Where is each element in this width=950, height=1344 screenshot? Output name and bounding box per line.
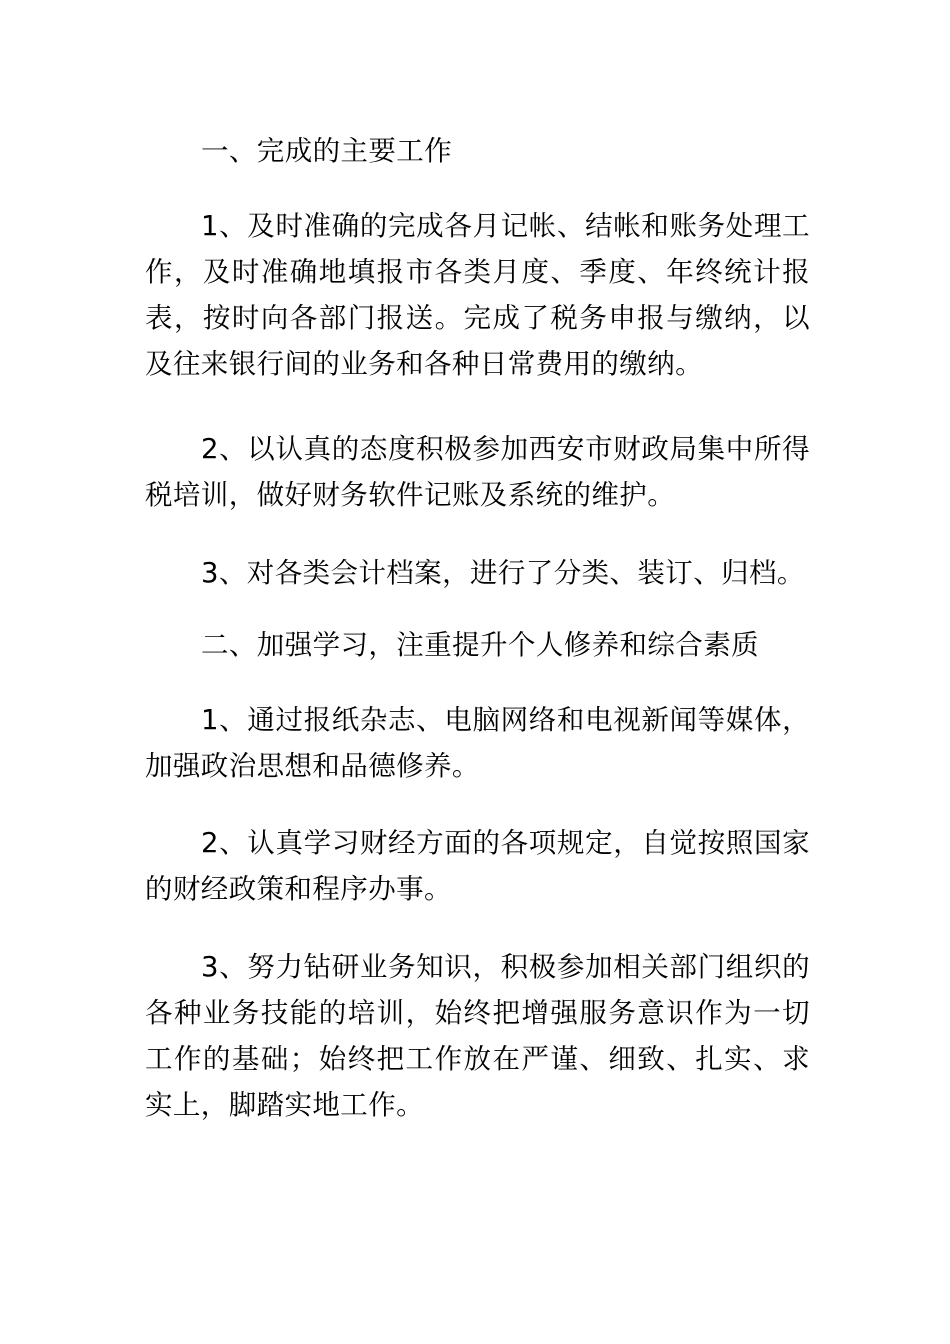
paragraph-2-1: 1、通过报纸杂志、电脑网络和电视新闻等媒体，加强政治思想和品德修养。 [145,704,810,782]
paragraph-1-1: 1、及时准确的完成各月记帐、结帐和账务处理工作，及时准确地填报市各类月度、季度、年终统计报表，按时向各部门报送。完成了税务申报与缴纳，以及往来银行间的业务和各种日常费用的缴纳。 [145,210,810,380]
section-heading-1: 一、完成的主要工作 [201,135,453,167]
paragraph-2-3: 3、努力钻研业务知识，积极参加相关部门组织的各种业务技能的培训，始终把增强服务意识作为一切工作的基础；始终把工作放在严谨、细致、扎实、求实上，脚踏实地工作。 [145,951,810,1121]
paragraph-2-2: 2、认真学习财经方面的各项规定，自觉按照国家的财经政策和程序办事。 [145,827,810,905]
paragraph-1-3: 3、对各类会计档案，进行了分类、装订、归档。 [201,557,805,589]
paragraph-1-2: 2、以认真的态度积极参加西安市财政局集中所得税培训，做好财务软件记账及系统的维护。 [145,433,810,511]
section-heading-2: 二、加强学习，注重提升个人修养和综合素质 [201,629,759,661]
